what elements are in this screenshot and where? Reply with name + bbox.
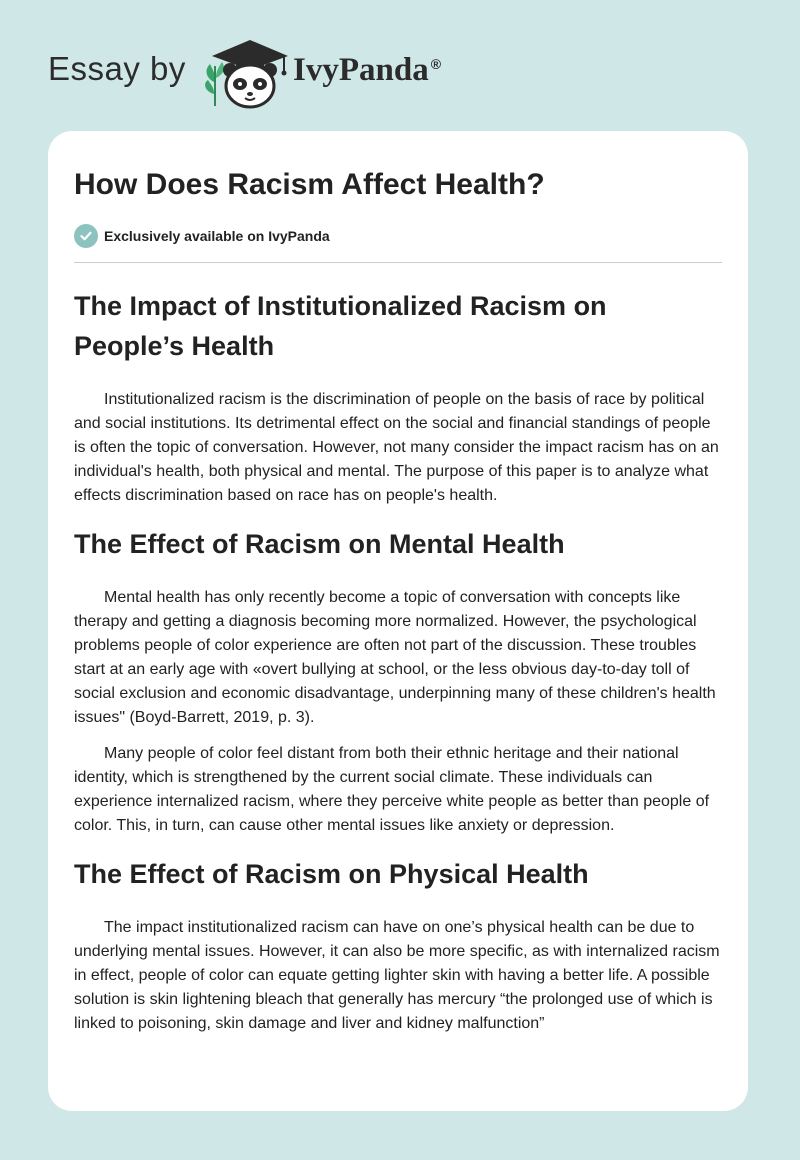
brand-name[interactable]	[293, 52, 441, 89]
section-heading: The Effect of Racism on Physical Health	[74, 859, 589, 889]
page-title: How Does Racism Affect Health?	[74, 168, 545, 201]
section-paragraph: Mental health has only recently become a topic of conversation with concepts like therapy and getting a diagnosis becoming more normalized. However, the psychological problems people of color experience are often not part of the discussion. These troubles start at an early age with «overt bullying at school, or the less obvious day-to-day toll of social exclusion and economic disadvantage, underpinning many of these children's health issues" (Boyd-Barrett, 2019, p. 3).	[74, 589, 716, 726]
section-heading: The Effect of Racism on Mental Health	[74, 529, 565, 559]
exclusive-badge	[74, 223, 722, 249]
panda-graduate-icon[interactable]	[200, 34, 292, 110]
section-heading: The Impact of Institutionalized Racism on People’s Health	[74, 291, 607, 361]
check-circle-icon	[74, 224, 98, 248]
section-paragraph: The impact institutionalized racism can have on one’s physical health can be due to underlying mental issues. However, it can also be more specific, as with internalized racism in effect, people of color can equate getting lighter skin with having a better life. A possible solution is skin lightening bleach that generally has mercury “the prolonged use of which is linked to poisoning, skin damage and liver and kidney malfunction”	[74, 919, 720, 1032]
section-paragraph: Many people of color feel distant from both their ethnic heritage and their national identity, which is strengthened by the current social climate. These individuals can experience internalized racism, where they perceive white people as better than people of color. This, in turn, can cause other mental issues like anxiety or depression.	[74, 745, 710, 834]
essay-card	[48, 131, 748, 1111]
site-header	[0, 0, 800, 130]
brand-prefix: Essay by	[48, 50, 186, 87]
title-divider	[74, 262, 722, 263]
brand-name-text: IvyPanda	[293, 52, 429, 88]
section-paragraph: Institutionalized racism is the discrimination of people on the basis of race by political and social institutions. Its detrimental effect on the social and financial standings of people is often the topic of conversation. However, not many consider the impact racism has on an individual's health, both physical and mental. The purpose of this paper is to analyze what effects discrimination based on race has on people's health.	[74, 391, 719, 504]
exclusive-label: Exclusively available on IvyPanda	[104, 228, 330, 244]
registered-mark: ®	[430, 56, 442, 72]
